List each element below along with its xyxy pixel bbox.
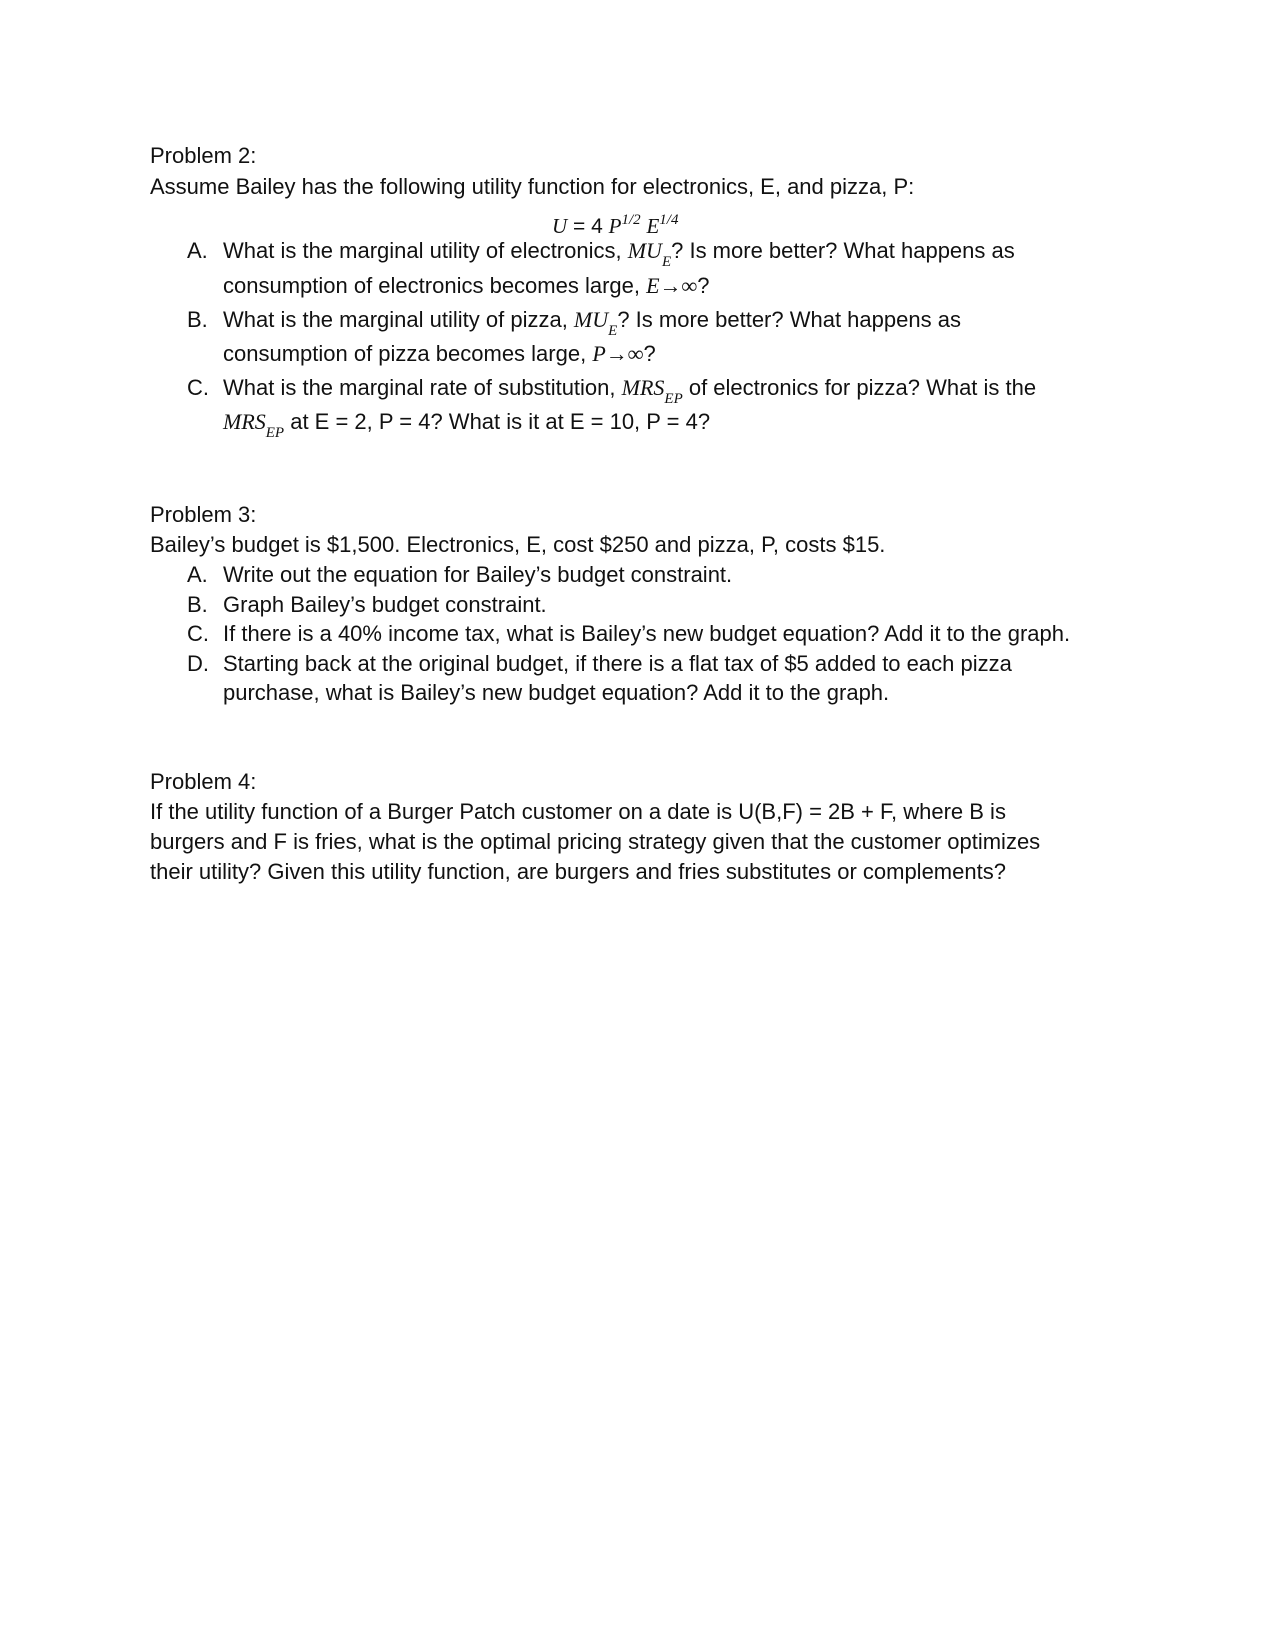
problem-3-heading: Problem 3:	[150, 502, 257, 527]
item-label: B.	[187, 307, 208, 332]
mrs-symbol: MRS	[223, 409, 266, 434]
item-text: ?	[643, 341, 656, 366]
formula-e-exponent: 1/4	[659, 212, 679, 228]
mu-symbol: MU	[573, 307, 609, 332]
item-text: of electronics for pizza? What is the	[682, 375, 1037, 400]
item-label: C.	[187, 621, 209, 646]
mrs-subscript: EP	[265, 425, 285, 441]
formula-eq: = 4	[567, 215, 609, 238]
item-text: What is the marginal utility of pizza,	[223, 307, 574, 332]
item-text: ?	[697, 273, 710, 298]
item-label: C.	[187, 375, 209, 400]
mrs-symbol: MRS	[621, 375, 665, 400]
item-text: consumption of pizza becomes large,	[223, 341, 593, 366]
problem-3-intro: Bailey’s budget is $1,500. Electronics, E, cost $250 and pizza, P, costs $15.	[150, 532, 886, 557]
problem-4-line: burgers and F is fries, what is the optimal pricing strategy given that the customer optimizes	[150, 829, 1041, 854]
item-text: ? Is more better? What happens as	[671, 238, 1015, 263]
problem-3-item-d-continued: purchase, what is Bailey’s new budget equation? Add it to the graph.	[223, 680, 890, 705]
problem-4-line: their utility? Given this utility function, are burgers and fries substitutes or complements?	[150, 859, 1006, 884]
item-label: D.	[187, 651, 209, 676]
item-text: If there is a 40% income tax, what is Bailey’s new budget equation? Add it to the graph.	[223, 621, 1071, 646]
problem-2-item-a	[187, 237, 1015, 270]
item-text: ? Is more better? What happens as	[617, 307, 961, 332]
item-label: A.	[187, 562, 208, 587]
problem-3-item-c	[187, 620, 1070, 648]
mu-symbol: MU	[627, 238, 662, 263]
limit-expression: E→∞	[646, 273, 698, 298]
limit-expression: P→∞	[592, 341, 644, 366]
formula-p: P	[608, 214, 622, 238]
problem-3-item-d	[187, 650, 1012, 678]
item-text: What is the marginal rate of substitution,	[223, 375, 622, 400]
formula-e: E	[646, 214, 660, 238]
item-text: Graph Bailey’s budget constraint.	[223, 592, 547, 617]
problem-2-item-a-continued	[223, 272, 709, 300]
mrs-subscript: EP	[664, 391, 683, 407]
mu-subscript: E	[608, 323, 618, 339]
problem-2-item-b	[187, 306, 961, 339]
item-text: consumption of electronics becomes large,	[223, 273, 647, 298]
item-text: Write out the equation for Bailey’s budget constraint.	[223, 562, 733, 587]
problem-2-item-b-continued	[223, 340, 656, 368]
problem-3-item-a	[187, 561, 732, 589]
formula-p-exponent: 1/2	[621, 212, 641, 228]
problem-2-item-c-continued	[223, 408, 711, 441]
item-text: What is the marginal utility of electronics,	[223, 238, 628, 263]
problem-2-item-c	[187, 374, 1037, 407]
item-text: Starting back at the original budget, if there is a flat tax of $5 added to each pizza	[223, 651, 1012, 676]
item-label: B.	[187, 592, 208, 617]
problem-4-line: If the utility function of a Burger Patch customer on a date is U(B,F) = 2B + F, where B is	[150, 799, 1006, 824]
item-label: A.	[187, 238, 208, 263]
problem-2-heading: Problem 2:	[150, 143, 257, 168]
mu-subscript: E	[661, 254, 672, 270]
problem-3-item-b	[187, 591, 547, 619]
item-text: at E = 2, P = 4? What is it at E = 10, P = 4?	[284, 409, 711, 434]
problem-4-heading: Problem 4:	[150, 769, 257, 794]
problem-2-intro: Assume Bailey has the following utility function for electronics, E, and pizza, P:	[150, 174, 915, 199]
formula-lhs: U	[552, 214, 568, 238]
